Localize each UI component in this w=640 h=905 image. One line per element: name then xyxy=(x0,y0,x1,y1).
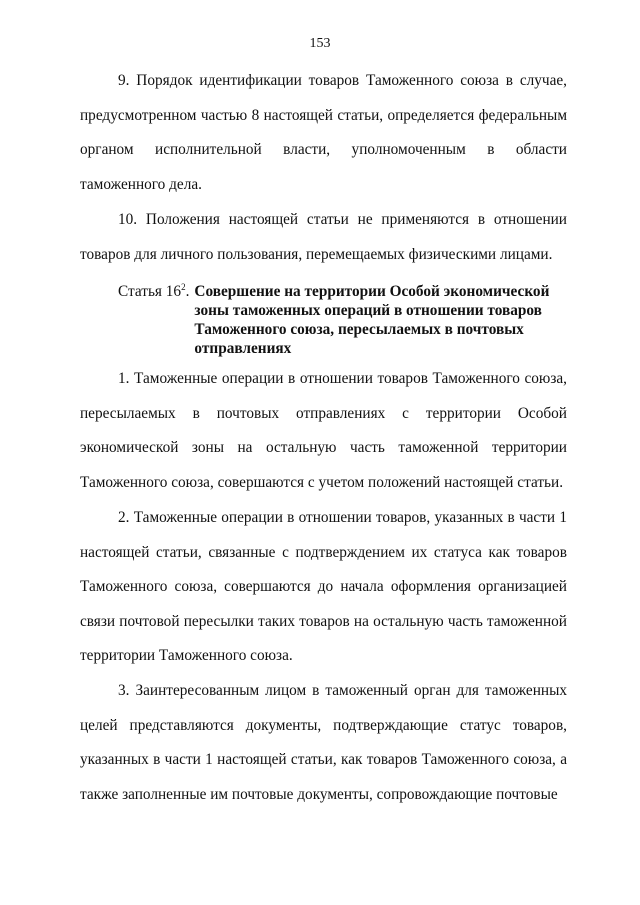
article-heading xyxy=(118,282,568,358)
paragraph-10: 10. Положения настоящей статьи не применяются в отношении товаров для личного пользования, перемещаемых физическими лицами. xyxy=(80,211,567,263)
paragraph-1: 1. Таможенные операции в отношении товаров Таможенного союза, пересылаемых в почтовых отправлениях с территории Особой экономической зоны на остальную часть таможенной территории Таможенного союза, совершаются с учетом положений настоящей статьи. xyxy=(80,370,567,491)
page-number: 153 xyxy=(309,36,331,51)
paragraph-2: 2. Таможенные операции в отношении товаров, указанных в части 1 настоящей статьи, связанные с подтверждением их статуса как товаров Таможенного союза, совершаются до начала оформления организацией связи почтовой пересылки таких товаров на остальную часть таможенной территории Таможенного союза. xyxy=(80,509,567,664)
article-number: Статья $16^2$. xyxy=(118,281,190,300)
article-title: Совершение на территории Особой экономической зоны таможенных операций в отношении товаров Таможенного союза, пересылаемых в почтовых отправлениях xyxy=(194,283,550,357)
paragraph-9: 9. Порядок идентификации товаров Таможенного союза в случае, предусмотренном частью 8 настоящей статьи, определяется федеральным органом исполнительной власти, уполномоченным в области таможенного дела. xyxy=(80,72,567,193)
paragraph-3: 3. Заинтересованным лицом в таможенный орган для таможенных целей представляются документы, подтверждающие статус товаров, указанных в части 1 настоящей статьи, как товаров Таможенного союза, а также заполненные им почтовые документы, сопровождающие почтовые xyxy=(80,682,567,803)
